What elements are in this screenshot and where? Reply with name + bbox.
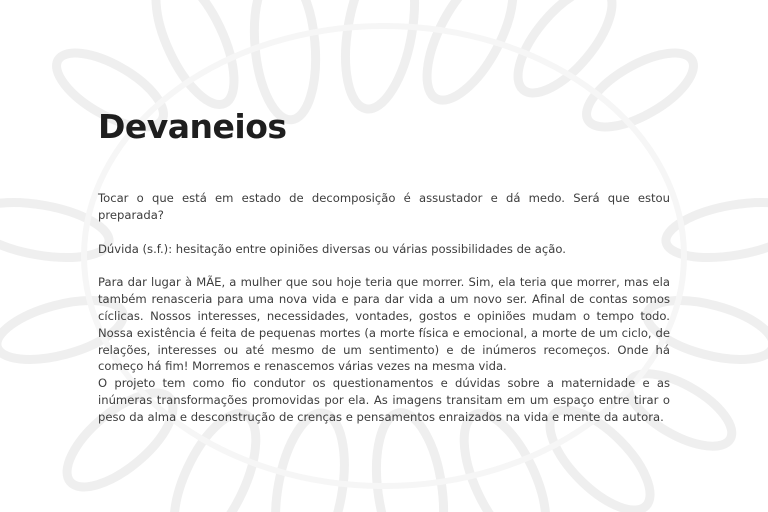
page-title: Devaneios xyxy=(98,107,287,146)
petal-shape xyxy=(0,193,113,267)
petal-shape xyxy=(335,0,426,114)
paragraph-reflection: Para dar lugar à MÃE, a mulher que sou hoje teria que morrer. Sim, ela teria que morrer, mas ela também renasceria para uma nova vida e para dar vida a um novo ser. Afinal de contas somos cíclicas. Nossos interesses, necessidades, vontades, gostos e opiniões mudam o tempo todo. Nossa existência é feita de pequenas mortes (a morte física e emocional, a morte de um ciclo, de relações, interesses ou até mesmo de um sentimento) e de inúmeros recomeços. Onde há começo há fim! Morremos e renascemos várias vezes na mesma vida. xyxy=(98,275,670,374)
paragraph-intro: Tocar o que está em estado de decomposição é assustador e dá medo. Será que estou preparada? xyxy=(98,191,670,222)
paragraph-project: O projeto tem como fio condutor os questionamentos e dúvidas sobre a maternidade e as inúmeras transformações promovidas por ela. As imagens transitam em um espaço entre tirar o peso da alma e desconstrução de crenças e pensamentos enraizados na vida e mente da autora. xyxy=(98,376,670,424)
paragraph-definition: Dúvida (s.f.): hesitação entre opiniões diversas ou várias possibilidades de ação. xyxy=(98,241,566,256)
body-text xyxy=(98,190,670,426)
petal-shape xyxy=(410,0,531,113)
content-block xyxy=(98,104,670,426)
